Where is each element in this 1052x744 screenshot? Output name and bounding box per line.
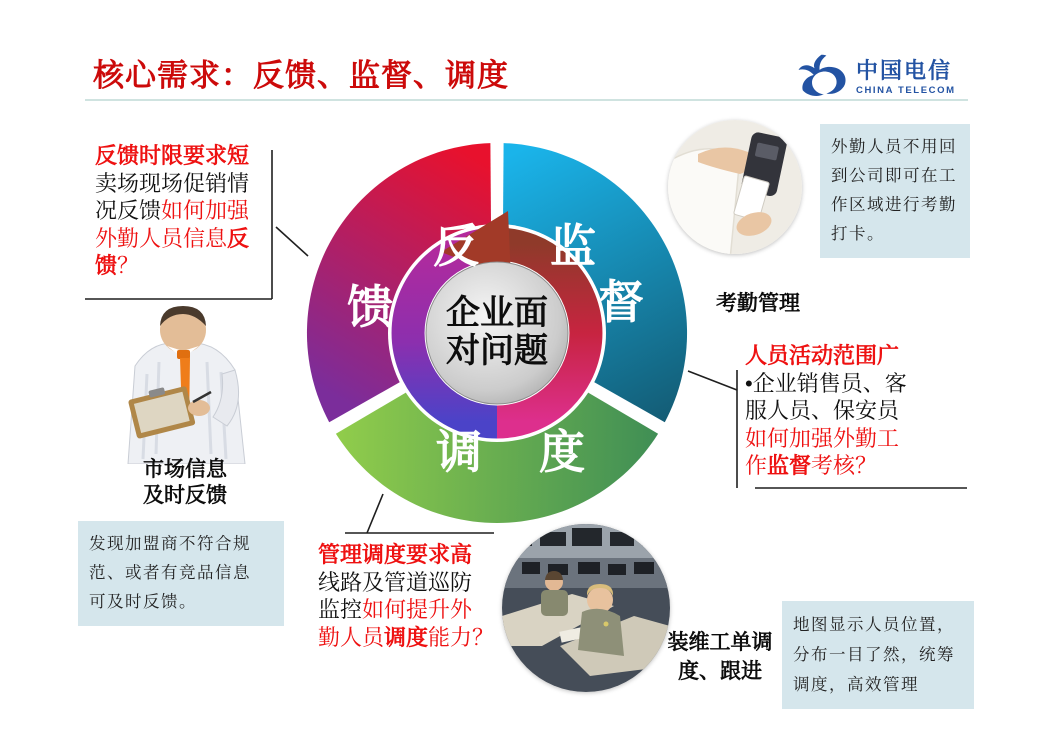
callout-supervise-body: •企业销售员、客 服人员、保安员 如何加强外勤工 作监督考核？ bbox=[745, 370, 907, 478]
center-text-line1: 企业面 bbox=[446, 294, 548, 332]
salesman-photo bbox=[103, 304, 268, 464]
label-feedback-char2: 馈 bbox=[347, 281, 393, 333]
infobox-attendance: 外勤人员不用回 到公司即可在工 作区域进行考勤 打卡。 bbox=[820, 124, 970, 258]
infobox-market: 发现加盟商不符合规 范、或者有竞品信息 可及时反馈。 bbox=[78, 521, 284, 626]
dispatch-room-photo bbox=[502, 524, 670, 692]
attendance-label: 考勤管理 bbox=[716, 292, 800, 315]
center-text-line2: 对问题 bbox=[446, 332, 548, 370]
label-dispatch-char2: 度 bbox=[539, 426, 585, 478]
callout-supervise bbox=[745, 342, 927, 480]
callout-feedback-heading: 反馈时限要求短 bbox=[95, 143, 250, 168]
market-feedback-label: 市场信息 及时反馈 bbox=[143, 458, 227, 507]
label-feedback-char1: 反 bbox=[433, 220, 479, 272]
callout-dispatch-body: 线路及管道巡防 监控如何提升外 勤人员调度能力？ bbox=[318, 569, 495, 650]
logo-cn-text: 中国电信 bbox=[856, 58, 953, 83]
dispatch-label: 装维工单调 度、跟进 bbox=[667, 631, 773, 683]
logo-en-text: CHINA TELECOM bbox=[856, 85, 956, 96]
callout-feedback bbox=[95, 142, 257, 280]
callout-dispatch-heading: 管理调度要求高 bbox=[318, 542, 473, 567]
callout-feedback-body: 卖场现场促销情 况反馈如何加强 外勤人员信息反 馈？ bbox=[95, 170, 250, 278]
label-supervise-char1: 监 bbox=[550, 220, 596, 272]
label-supervise-char2: 督 bbox=[598, 276, 644, 328]
callout-supervise-heading: 人员活动范围广 bbox=[745, 343, 900, 368]
page-title: 核心需求：反馈、监督、调度 bbox=[93, 58, 509, 93]
infobox-dispatch: 地图显示人员位置， 分布一目了然，统筹 调度，高效管理 bbox=[782, 601, 974, 709]
label-dispatch-char1: 调 bbox=[436, 426, 482, 478]
attendance-photo bbox=[668, 120, 802, 254]
callout-dispatch bbox=[318, 541, 500, 651]
